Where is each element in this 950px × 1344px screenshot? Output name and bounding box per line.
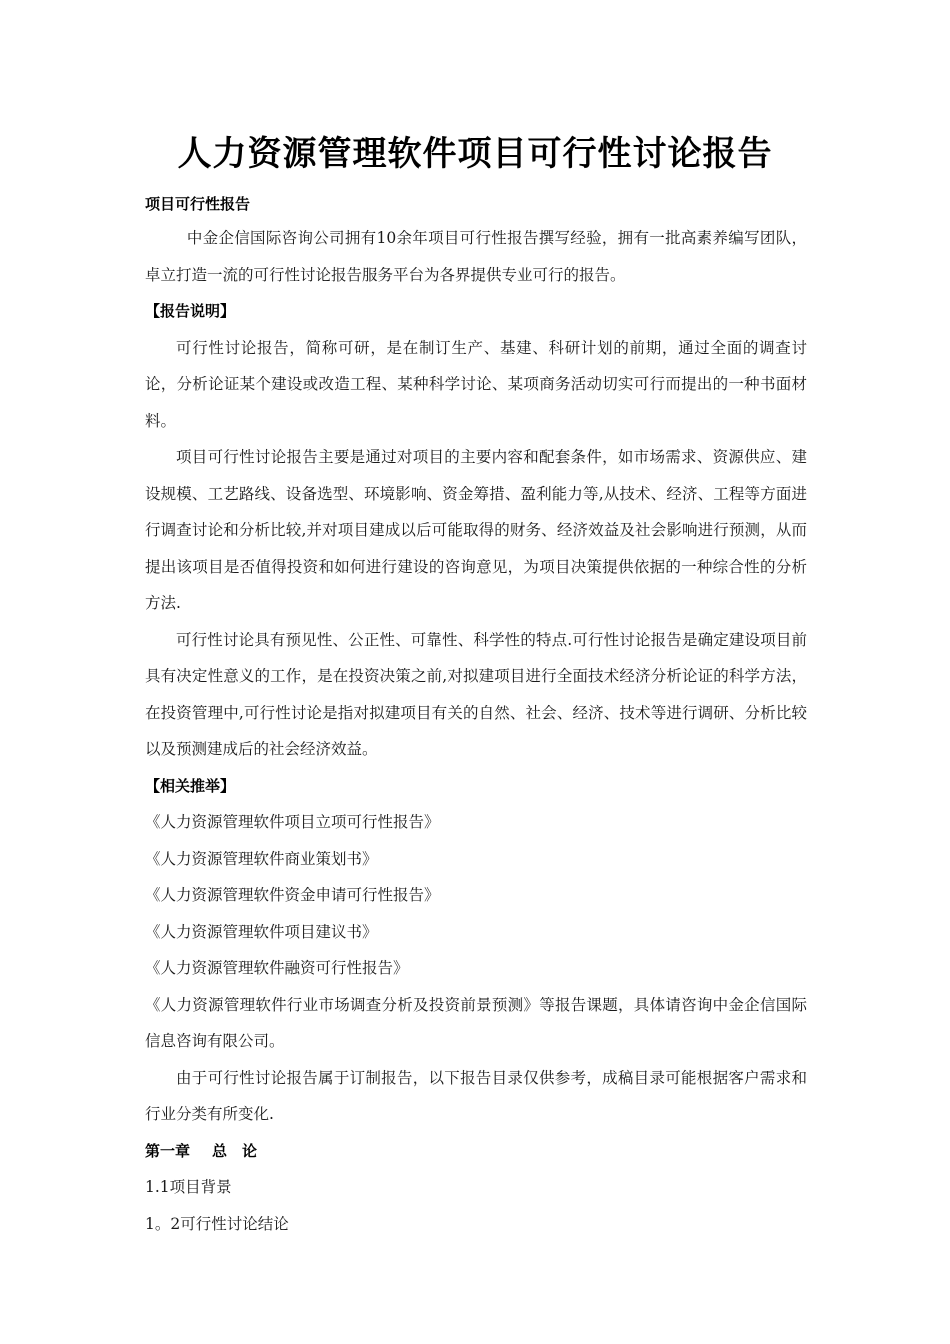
section-heading: 项目可行性报告 xyxy=(145,195,251,213)
chapter-number: 第一章 xyxy=(145,1141,191,1160)
chapter-title: 总 论 xyxy=(212,1141,258,1160)
intro-paragraph: 中金企信国际咨询公司拥有10余年项目可行性报告撰写经验，拥有一批高素养编写团队，卓立打造一流的可行性讨论报告服务平台为各界提供专业可行的报告。 xyxy=(145,229,807,284)
related-item: 《人力资源管理软件行业市场调查分析及投资前景预测》等报告课题，具体请咨询中金企信国际信息咨询有限公司。 xyxy=(145,995,807,1050)
report-note-heading: 【报告说明】 xyxy=(145,302,236,320)
related-item: 《人力资源管理软件融资可行性报告》 xyxy=(145,959,409,977)
toc-item: 1。2可行性讨论结论 xyxy=(145,1214,289,1233)
note-paragraph-1: 可行性讨论报告，简称可研，是在制订生产、基建、科研计划的前期，通过全面的调查讨论，分析论证某个建设或改造工程、某种科学讨论、某项商务活动切实可行而提出的一种书面材料。 xyxy=(145,338,807,430)
document-body xyxy=(145,188,807,1242)
custom-note-paragraph: 由于可行性讨论报告属于订制报告，以下报告目录仅供参考，成稿目录可能根据客户需求和行业分类有所变化. xyxy=(145,1068,807,1123)
related-heading: 【相关推举】 xyxy=(145,776,236,795)
related-item: 《人力资源管理软件项目立项可行性报告》 xyxy=(145,813,440,831)
related-item: 《人力资源管理软件项目建议书》 xyxy=(145,922,378,941)
related-item: 《人力资源管理软件资金申请可行性报告》 xyxy=(145,886,440,904)
chapter-heading xyxy=(145,1133,807,1170)
document-title: 人力资源管理软件项目可行性讨论报告 xyxy=(177,134,773,174)
note-paragraph-2: 项目可行性讨论报告主要是通过对项目的主要内容和配套条件，如市场需求、资源供应、建设规模、工艺路线、设备选型、环境影响、资金筹措、盈利能力等,从技术、经济、工程等方面进行调查讨论和分析比较,并对项目建成以后可能取得的财务、经济效益及社会影响进行预测，从而提出该项目是否值得投资和如何进行建设的咨询意见，为项目决策提供依据的一种综合性的分析方法. xyxy=(145,448,807,612)
related-item: 《人力资源管理软件商业策划书》 xyxy=(145,849,378,868)
toc-item: 1.1项目背景 xyxy=(145,1178,232,1196)
note-paragraph-3: 可行性讨论具有预见性、公正性、可靠性、科学性的特点.可行性讨论报告是确定建设项目前具有决定性意义的工作，是在投资决策之前,对拟建项目进行全面技术经济分析论证的科学方法，在投资管理中,可行性讨论是指对拟建项目有关的自然、社会、经济、技术等进行调研、分析比较以及预测建成后的社会经济效益。 xyxy=(145,630,807,758)
